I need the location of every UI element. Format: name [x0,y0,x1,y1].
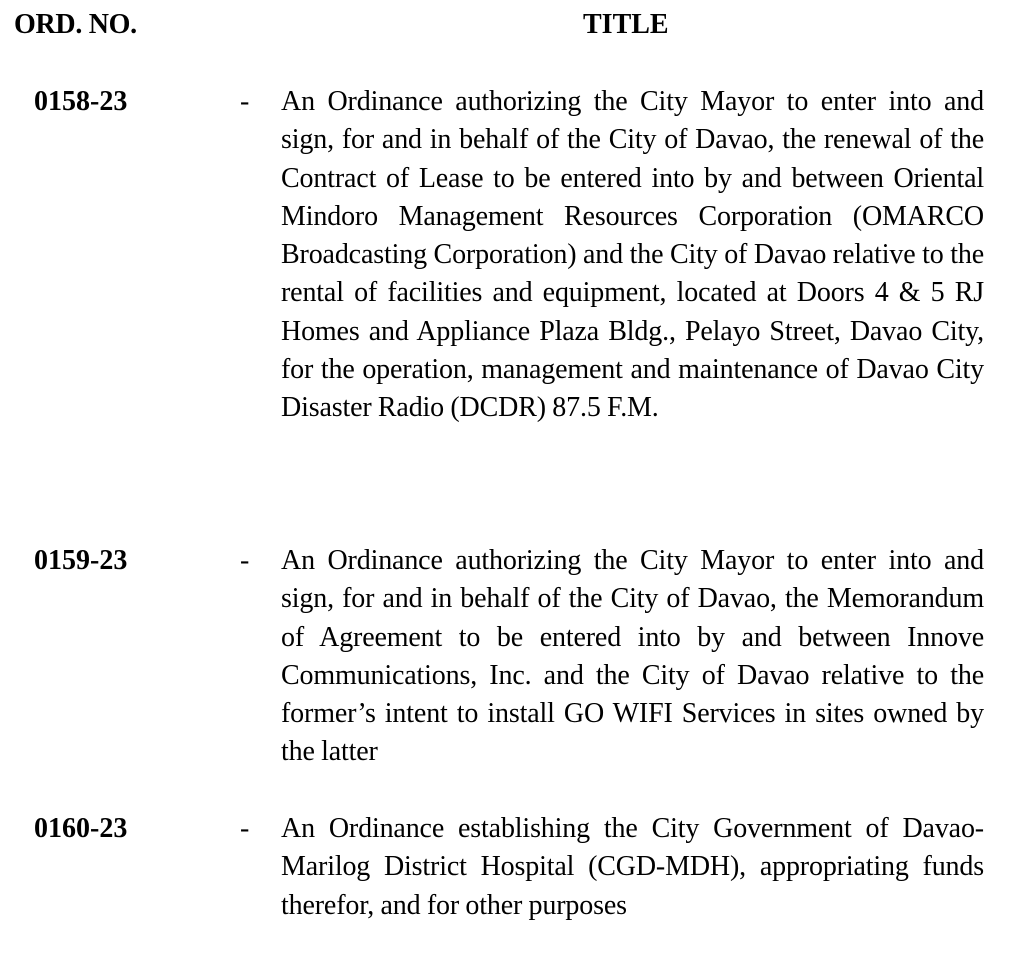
ord-no-column-header: ORD. NO. [14,9,137,40]
ordinance-number: 0160-23 [34,813,128,844]
title-column-header: TITLE [583,9,669,40]
ordinance-number: 0158-23 [34,86,128,117]
entry-dash: - [240,545,250,576]
ordinance-number: 0159-23 [34,545,128,576]
ordinance-title: An Ordinance authorizing the City Mayor to enter into and sign, for and in behalf of the City of Davao, the renewal of the Contract of Lease to be entered into by and between Oriental Mindoro Management Resources Corporation (OMARCO Broadcasting Corporation) and the City of Davao relative to the rental of facilities and equipment, located at Doors 4 & 5 RJ Homes and Appliance Plaza Bldg., Pelayo Street, Davao City, for the operation, management and maintenance of Davao City Disaster Radio (DCDR) 87.5 F.M. [281,86,984,424]
ordinance-title: An Ordinance authorizing the City Mayor to enter into and sign, for and in behalf of the City of Davao, the Memorandum of Agreement to be entered into by and between Innove Communications, Inc. and the City of Davao relative to the former’s intent to install GO WIFI Services in sites owned by the latter [281,545,984,768]
ordinance-title: An Ordinance establishing the City Government of Davao-Marilog District Hospital (CGD-MDH), appropriating funds therefor, and for other purposes [281,813,984,921]
entry-dash: - [240,86,250,117]
entry-dash: - [240,813,250,844]
